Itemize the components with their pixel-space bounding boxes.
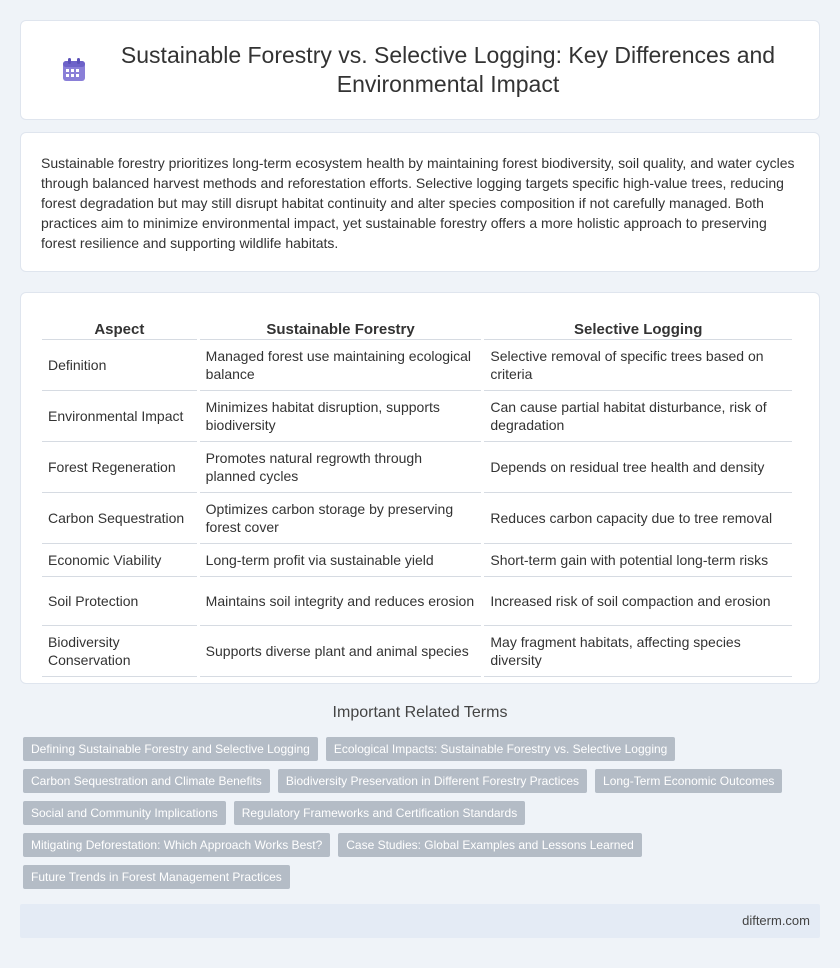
footer (20, 904, 820, 938)
aspect-cell: Environmental Impact (42, 391, 197, 442)
related-term-tag[interactable]: Regulatory Frameworks and Certification Standards (234, 801, 525, 825)
sustainable-cell: Managed forest use maintaining ecological balance (200, 340, 482, 391)
selective-cell: Can cause partial habitat disturbance, risk of degradation (484, 391, 792, 442)
table-row (42, 544, 792, 577)
table-row (42, 577, 792, 626)
table-row (42, 493, 792, 544)
sustainable-cell: Optimizes carbon storage by preserving forest cover (200, 493, 482, 544)
sustainable-cell: Supports diverse plant and animal species (200, 626, 482, 677)
table-row (42, 442, 792, 493)
related-term-tag[interactable]: Mitigating Deforestation: Which Approach Works Best? (23, 833, 330, 857)
header-aspect: Aspect (42, 313, 197, 340)
table-row (42, 626, 792, 677)
aspect-cell: Soil Protection (42, 577, 197, 626)
comparison-table-card (20, 292, 820, 684)
aspect-cell: Definition (42, 340, 197, 391)
related-term-tag[interactable]: Future Trends in Forest Management Practices (23, 865, 290, 889)
sustainable-cell: Maintains soil integrity and reduces erosion (200, 577, 482, 626)
related-term-tag[interactable]: Social and Community Implications (23, 801, 226, 825)
selective-cell: Short-term gain with potential long-term risks (484, 544, 792, 577)
related-term-tag[interactable]: Long-Term Economic Outcomes (595, 769, 782, 793)
aspect-cell: Biodiversity Conservation (42, 626, 197, 677)
selective-cell: Selective removal of specific trees based on criteria (484, 340, 792, 391)
header-sustainable-forestry: Sustainable Forestry (200, 313, 482, 340)
intro-paragraph: Sustainable forestry prioritizes long-term ecosystem health by maintaining forest biodiversity, soil quality, and water cycles through balanced harvest methods and reforestation efforts. Selective logging targets specific high-value trees, reducing forest degradation but may still disrupt habitat continuity and alter species composition if not carefully managed. Both practices aim to minimize environmental impact, yet sustainable forestry offers a more holistic approach to preserving forest resilience and supporting wildlife habitats. (41, 155, 795, 251)
related-terms-heading: Important Related Terms (332, 704, 508, 721)
sustainable-cell: Minimizes habitat disruption, supports biodiversity (200, 391, 482, 442)
related-term-tag[interactable]: Ecological Impacts: Sustainable Forestry vs. Selective Logging (326, 737, 676, 761)
related-term-tag[interactable]: Biodiversity Preservation in Different Forestry Practices (278, 769, 587, 793)
header-selective-logging: Selective Logging (484, 313, 792, 340)
related-term-tag[interactable]: Case Studies: Global Examples and Lessons Learned (338, 833, 642, 857)
selective-cell: Reduces carbon capacity due to tree removal (484, 493, 792, 544)
sustainable-cell: Long-term profit via sustainable yield (200, 544, 482, 577)
header-card (20, 20, 820, 120)
related-term-tag[interactable]: Carbon Sequestration and Climate Benefits (23, 769, 270, 793)
sustainable-cell: Promotes natural regrowth through planned cycles (200, 442, 482, 493)
table-row (42, 391, 792, 442)
selective-cell: May fragment habitats, affecting species diversity (484, 626, 792, 677)
table-row (42, 340, 792, 391)
aspect-cell: Carbon Sequestration (42, 493, 197, 544)
intro-card (20, 132, 820, 272)
aspect-cell: Economic Viability (42, 544, 197, 577)
site-name[interactable]: difterm.com (742, 913, 810, 928)
page-title: Sustainable Forestry vs. Selective Logging: Key Differences and Environmental Impact (120, 42, 776, 97)
selective-cell: Increased risk of soil compaction and erosion (484, 577, 792, 626)
aspect-cell: Forest Regeneration (42, 442, 197, 493)
comparison-table (39, 313, 795, 677)
calendar-icon (61, 57, 87, 83)
selective-cell: Depends on residual tree health and density (484, 442, 792, 493)
related-term-tag[interactable]: Defining Sustainable Forestry and Selective Logging (23, 737, 318, 761)
table-header-row (42, 313, 792, 340)
related-terms-list (23, 737, 813, 897)
